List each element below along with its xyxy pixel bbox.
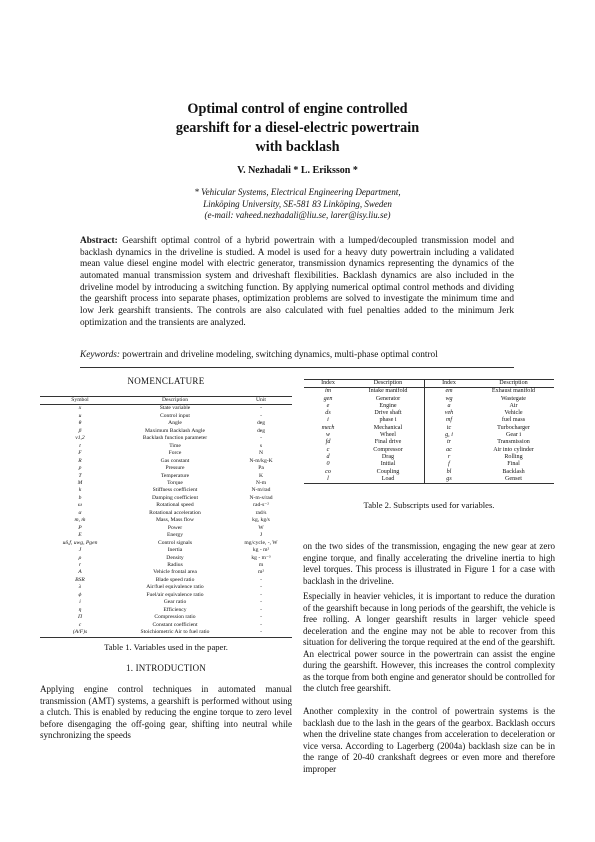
symbol-cell: k (78, 487, 82, 494)
symbol-cell: η (78, 606, 82, 613)
description-cell: Power (167, 524, 183, 531)
table-row (40, 413, 292, 420)
table-row (40, 607, 292, 614)
unit-cell: rad-s⁻² (253, 502, 269, 509)
description-cell: Generator (352, 396, 425, 403)
column-header: Description (352, 380, 425, 388)
index-cell: f (448, 461, 450, 468)
symbol-cell: t (79, 442, 81, 449)
column-header: Symbol (40, 397, 120, 405)
title-line: Optimal control of engine controlled (187, 101, 408, 117)
index-cell: d (326, 453, 330, 460)
description-cell: Control signals (157, 539, 193, 546)
description-cell: Constant coefficient (152, 621, 198, 628)
column-header: Description (473, 380, 554, 388)
unit-cell: deg (256, 420, 266, 427)
description-cell: Drag (352, 454, 425, 461)
table-row (304, 417, 554, 424)
table-row (40, 465, 292, 472)
unit-cell: K (258, 472, 264, 479)
table-row (40, 599, 292, 606)
paper-title (0, 100, 595, 157)
unit-cell: kg, kg/s (252, 517, 270, 524)
description-cell: Transmission (497, 439, 530, 446)
description-cell: Fuel/air equivalence ratio (146, 591, 204, 598)
table-row (40, 569, 292, 576)
symbol-cell: α (78, 509, 82, 516)
symbol-cell: P (78, 524, 82, 531)
description-cell: Rotational acceleration (149, 509, 201, 516)
description-cell: Energy (166, 532, 184, 539)
description-cell: Mass, Mass flow (155, 517, 195, 524)
unit-cell: J (259, 532, 263, 539)
table-row (40, 547, 292, 554)
table-row (40, 592, 292, 599)
table-row (40, 629, 292, 637)
affiliation (0, 187, 595, 222)
symbol-cell: λ (78, 584, 82, 591)
symbol-cell: uδ,f, uwg, Pgen (62, 539, 98, 546)
unit-cell: mg/cycle, -, W (244, 539, 278, 546)
unit-cell: kg - m² (252, 547, 270, 554)
index-cell: bl (446, 468, 452, 475)
description-cell: Exhaust manifold (491, 388, 536, 395)
unit-cell: - (260, 405, 262, 412)
description-cell: Drive shaft (352, 410, 425, 417)
description-cell: Genset (473, 476, 554, 484)
symbol-cell: r (78, 561, 82, 568)
section-heading: 1. INTRODUCTION (126, 663, 206, 673)
description-cell: Final (507, 461, 520, 468)
table-2-caption: Table 2. Subscripts used for variables. (363, 500, 495, 510)
description-cell: Control input (160, 412, 190, 419)
table-header-row (40, 397, 292, 405)
unit-cell: - (260, 576, 262, 583)
description-cell: Maximum Backlash Angle (145, 427, 205, 434)
table-row (40, 405, 292, 413)
symbol-cell: x (78, 405, 82, 412)
unit-cell: W (258, 524, 264, 531)
description-cell: Efficiency (163, 606, 187, 613)
unit-cell: N-m/kg-K (249, 457, 273, 464)
index-cell: gs (425, 476, 474, 484)
unit-cell: N-m (255, 479, 267, 486)
table-row (304, 469, 554, 476)
table-row (304, 396, 554, 403)
description-cell: Final drive (352, 439, 425, 446)
description-cell: Mechanical (352, 425, 425, 432)
symbol-cell: T (78, 472, 82, 479)
symbol-cell: b (78, 494, 82, 501)
symbol-cell: p (78, 465, 82, 472)
unit-cell: kg - m⁻³ (251, 554, 271, 561)
description-cell: Gear i (505, 432, 522, 439)
table-row (304, 447, 554, 454)
unit-cell: - (260, 621, 262, 628)
symbol-cell: R (78, 457, 82, 464)
index-cell: gen (323, 395, 333, 402)
description-cell: Torque (167, 479, 183, 486)
column-header: Index (304, 380, 352, 388)
description-cell: phase i (352, 417, 425, 424)
table-row (40, 555, 292, 562)
unit-cell: Pa (258, 465, 264, 472)
index-cell: tc (446, 424, 452, 431)
table-row (40, 525, 292, 532)
index-cell: l (304, 476, 352, 484)
index-cell: a (447, 402, 451, 409)
unit-cell: - (260, 599, 262, 606)
unit-cell: m (258, 561, 264, 568)
table-row (40, 532, 292, 539)
unit-cell: - (260, 435, 262, 442)
table-1-caption: Table 1. Variables used in the paper. (104, 642, 228, 652)
table-row (304, 476, 554, 484)
nomenclature-table (40, 396, 292, 638)
table-row (304, 388, 554, 396)
symbol-cell: β (78, 427, 82, 434)
description-cell: Compressor (352, 447, 425, 454)
table-row (40, 517, 292, 524)
abstract-label: Abstract: (80, 236, 118, 246)
unit-cell: N-m/rad (251, 487, 271, 494)
affiliation-line: Linköping University, SE-581 83 Linköping, Sweden (203, 198, 392, 209)
symbol-cell: ϕ (78, 591, 82, 598)
symbol-cell: ν1,2 (75, 435, 85, 442)
symbol-cell: Π (77, 614, 83, 621)
authors: V. Nezhadali * L. Eriksson * (237, 165, 358, 176)
unit-cell: s (259, 442, 263, 449)
description-cell: Engine (352, 403, 425, 410)
body-paragraph: Especially in heavier vehicles, it is important to reduce the duration of the gearshift because in long periods of the gearshift, the vehicle is free rolling. A longer gearshift results in larger vehicle speed deceleration and the engine may not be able to recover from this situation for delivering the torque required at the end of the gearshift. An electrical power source in the powertrain can assist the engine during the gearshift. However, this increases the control complexity as the torque from both engine and generator should be controlled for the clutch free gearshift. (303, 591, 555, 693)
description-cell: Force (168, 450, 182, 457)
description-cell: Rotational speed (156, 502, 194, 509)
abstract (80, 236, 514, 329)
description-cell: Wastegate (501, 395, 526, 402)
unit-cell: deg (256, 427, 266, 434)
affiliation-line: (e-mail: vaheed.nezhadali@liu.se, larer@isy.liu.se) (204, 210, 391, 220)
index-cell: w (325, 432, 331, 439)
table-row (40, 622, 292, 629)
symbol-cell: ω (78, 502, 82, 509)
table-header-row (304, 380, 554, 388)
index-cell: tr (446, 439, 452, 446)
symbol-cell: F (78, 450, 82, 457)
title-line: gearshift for a diesel-electric powertrain (175, 120, 420, 136)
description-cell: Load (352, 476, 425, 484)
unit-cell: - (260, 606, 262, 613)
index-cell: 0 (326, 461, 330, 468)
symbol-cell: θ (78, 420, 82, 427)
title-line: with backlash (255, 139, 340, 155)
description-cell: Blade speed ratio (155, 576, 195, 583)
index-cell: r (447, 453, 451, 460)
description-cell: Air into cylinder (493, 446, 534, 453)
table-row (304, 403, 554, 410)
table-row (40, 584, 292, 591)
table-row (40, 450, 292, 457)
description-cell: Compression ratio (154, 614, 196, 621)
symbol-cell: E (78, 532, 82, 539)
symbol-cell: u (78, 412, 82, 419)
table-row (40, 495, 292, 502)
column-header: Index (425, 380, 474, 388)
table-row (40, 614, 292, 621)
description-cell: Backlash (502, 468, 525, 475)
table-row (40, 540, 292, 547)
description-cell: Air (509, 402, 518, 409)
description-cell: Turbocharger (497, 424, 530, 431)
unit-cell: - (260, 614, 262, 621)
symbol-cell: c (78, 621, 82, 628)
index-cell: fd (325, 439, 331, 446)
description-cell: Rolling (504, 453, 523, 460)
unit-cell: N (258, 450, 264, 457)
table-row (40, 458, 292, 465)
table-row (40, 443, 292, 450)
index-cell: ds (325, 410, 331, 417)
keywords-text: powertrain and driveline modeling, switching dynamics, multi-phase optimal control (122, 350, 438, 360)
description-cell: Stoichiometric Air to fuel ratio (120, 629, 230, 637)
table-row (304, 461, 554, 468)
index-cell: wg (445, 395, 453, 402)
index-cell: ac (446, 446, 452, 453)
column-header: Description (120, 397, 230, 405)
index-cell: veh (444, 410, 454, 417)
symbol-cell: m, ṁ (74, 517, 86, 524)
description-cell: Radius (167, 561, 183, 568)
index-cell: mech (321, 424, 335, 431)
description-cell: Damping coefficient (151, 494, 199, 501)
description-cell: Vehicle frontal area (153, 569, 197, 576)
unit-cell: - (260, 591, 262, 598)
description-cell: Gear ratio (163, 599, 187, 606)
symbol-cell: J (78, 547, 82, 554)
description-cell: State variable (159, 405, 191, 412)
symbol-cell: ρ (78, 554, 82, 561)
index-cell: mf (445, 417, 453, 424)
index-cell: e (326, 402, 330, 409)
table-row (304, 454, 554, 461)
body-paragraph: on the two sides of the transmission, engaging the new gear at zero engine torque, and finally accelerating the driveline inertia to high level torques. This process is illustrated in Figure 1 for a case with backlash in the driveline. (303, 541, 555, 586)
description-cell: Angle (168, 420, 182, 427)
description-cell: Coupling (352, 469, 425, 476)
description-cell: Wheel (352, 432, 425, 439)
intro-paragraph: Applying engine control techniques in automated manual transmission (AMT) systems, a gearshift is performed without using a clutch. This is enabled by reducing the engine torque to zero level before disengaging the off-going gear, shifting into neutral while synchronizing the speeds (40, 684, 292, 740)
index-cell: co (325, 468, 331, 475)
subscripts-table (304, 379, 554, 484)
table-row (40, 420, 292, 427)
affiliation-line: * Vehicular Systems, Electrical Engineering Department, (194, 187, 401, 197)
description-cell: Temperature (160, 472, 190, 479)
description-cell: Time (169, 442, 181, 449)
keywords (80, 350, 514, 360)
description-cell: Inertia (167, 547, 183, 554)
description-cell: Pressure (165, 465, 185, 472)
index-cell: c (326, 446, 330, 453)
table-row (40, 473, 292, 480)
keywords-label: Keywords: (80, 350, 120, 360)
symbol-cell: i (79, 599, 81, 606)
description-cell: fuel mass (501, 417, 526, 424)
table-row (40, 502, 292, 509)
symbol-cell: M (77, 479, 83, 486)
table-row (304, 432, 554, 439)
table-row (304, 439, 554, 446)
index-cell: em (445, 388, 453, 395)
description-cell: Air/fuel equivalence ratio (146, 584, 204, 591)
description-cell: Backlash function parameter (142, 435, 208, 442)
nomenclature-heading: NOMENCLATURE (127, 376, 205, 386)
unit-cell: - (260, 584, 262, 591)
table-row (40, 435, 292, 442)
symbol-cell: A (78, 569, 82, 576)
description-cell: Vehicle (504, 410, 523, 417)
symbol-cell: (A/F)s (40, 629, 120, 637)
table-row (40, 487, 292, 494)
unit-cell: m² (257, 569, 265, 576)
description-cell: Intake manifold (352, 388, 425, 396)
table-row (304, 425, 554, 432)
unit-cell: - (260, 412, 262, 419)
unit-cell: N-m-s/rad (249, 494, 273, 501)
body-paragraph: Another complexity in the control of powertrain systems is the backlash due to the lash in the gears of the gearbox. Backlash occurs when the driveline state changes from acceleration to deceleration or vice versa. According to Lagerberg (2004a) backlash size can be in the range of 20-40 crankshaft degrees or even more and therefore improper (303, 706, 555, 774)
symbol-cell: BSR (75, 576, 85, 583)
description-cell: Initial (352, 461, 425, 468)
description-cell: Density (166, 554, 184, 561)
description-cell: Gas constant (160, 457, 190, 464)
index-cell: i (327, 417, 329, 424)
column-header: Unit (230, 397, 292, 405)
abstract-text: Gearshift optimal control of a hybrid powertrain with a lumped/decoupled transmission model and backlash dynamics in the driveline is studied. A model is used for a heavy duty powertrain including a validated mean value diesel engine model with electric generator, transmission dynamics representing the dynamics of the automated manual transmission system and driveshaft flexibilities. Backlash dynamics are also included in the driveline model by introducing a switching function. By applying numerical optimal control methods and dividing the gearshift process into separate phases, optimization problems are solved to investigate the minimum time and low Jerk gearshift transients. The controls are also calculated with fuel penalties added to the minimum Jerk optimization and the transients are analyzed. (80, 236, 515, 328)
unit-cell: rad/s (255, 509, 267, 516)
index-cell: im (324, 388, 332, 395)
header-divider (80, 367, 514, 368)
unit-cell: - (230, 629, 292, 637)
description-cell: Stiffness coefficient (152, 487, 198, 494)
index-cell: g, i (445, 432, 453, 439)
